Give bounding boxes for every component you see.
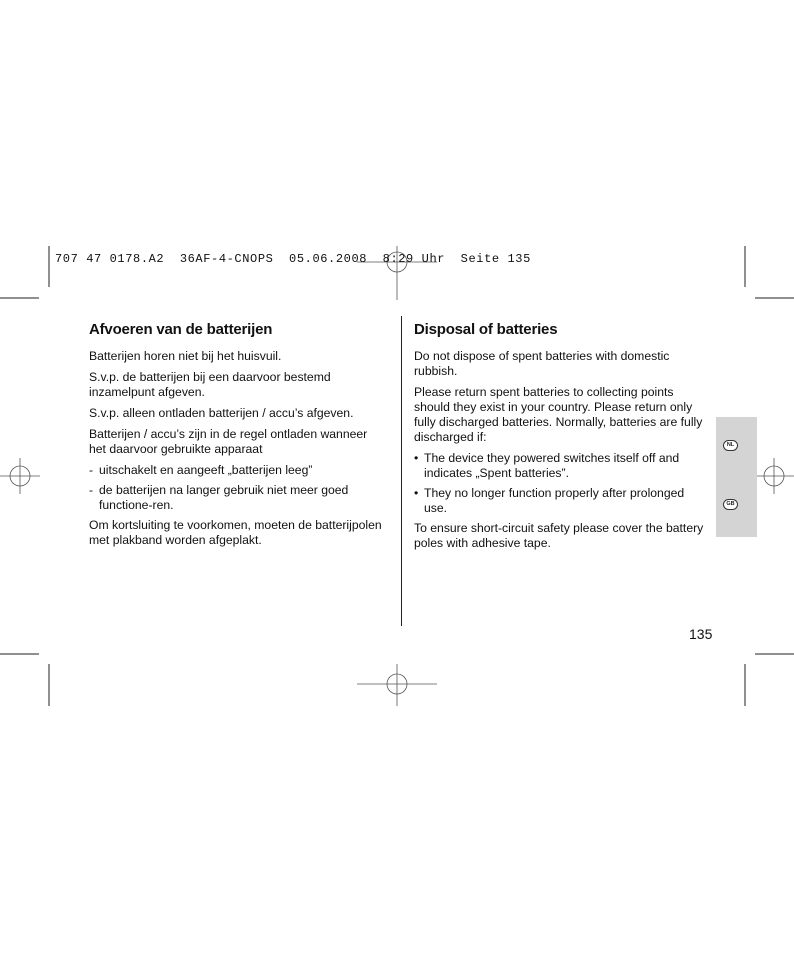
registration-mark-left — [0, 458, 40, 494]
gb-paragraph: To ensure short-circuit safety please cover the battery poles with adhesive tape. — [414, 521, 704, 550]
bullet-marker: • — [414, 486, 419, 500]
gb-list-item — [414, 486, 710, 516]
gb-list-item-text: The device they powered switches itself off and indicates „Spent batteries”. — [424, 451, 680, 480]
nl-paragraph: S.v.p. de batterijen bij een daarvoor bestemd inzamelpunt afgeven. — [89, 370, 331, 399]
nl-list-item-text: de batterijen na langer gebruik niet meer goed functione-ren. — [99, 483, 349, 512]
nl-list-item — [89, 483, 385, 513]
column-divider — [401, 316, 402, 626]
nl-paragraph: Om kortsluiting te voorkomen, moeten de batterijpolen met plakband worden afgeplakt. — [89, 518, 382, 547]
nl-list-item-text: uitschakelt en aangeeft „batterijen leeg” — [99, 463, 313, 477]
language-side-tab — [716, 417, 757, 537]
nl-paragraph: Batterijen / accu’s zijn in de regel ontladen wanneer het daarvoor gebruikte apparaat — [89, 427, 368, 456]
nl-heading: Afvoeren van de batterijen — [89, 321, 273, 338]
language-badge-nl: NL — [723, 440, 738, 451]
gb-list-item — [414, 451, 710, 481]
gb-paragraph: Do not dispose of spent batteries with domestic rubbish. — [414, 349, 670, 378]
gb-paragraph: Please return spent batteries to collecting points should they exist in your country. Please return only fully discharged batteries. Normally, batteries are fully discharged if: — [414, 385, 703, 444]
bullet-marker: • — [414, 451, 419, 465]
nl-paragraph: S.v.p. alleen ontladen batterijen / accu’s afgeven. — [89, 406, 354, 420]
registration-mark-right — [754, 458, 794, 494]
print-header: 707 47 0178.A2 36AF-4-CNOPS 05.06.2008 8:29 Uhr Seite 135 — [55, 252, 531, 266]
nl-paragraph: Batterijen horen niet bij het huisvuil. — [89, 349, 282, 363]
nl-list-item — [89, 463, 385, 478]
gb-column — [414, 320, 710, 557]
gb-heading: Disposal of batteries — [414, 321, 558, 338]
page-number: 135 — [689, 626, 713, 642]
gb-list-item-text: They no longer function properly after prolonged use. — [424, 486, 685, 515]
nl-column — [89, 320, 385, 554]
dash-marker: - — [89, 483, 94, 497]
registration-mark-bottom — [357, 664, 437, 706]
language-badge-gb: GB — [723, 499, 738, 510]
dash-marker: - — [89, 463, 94, 477]
